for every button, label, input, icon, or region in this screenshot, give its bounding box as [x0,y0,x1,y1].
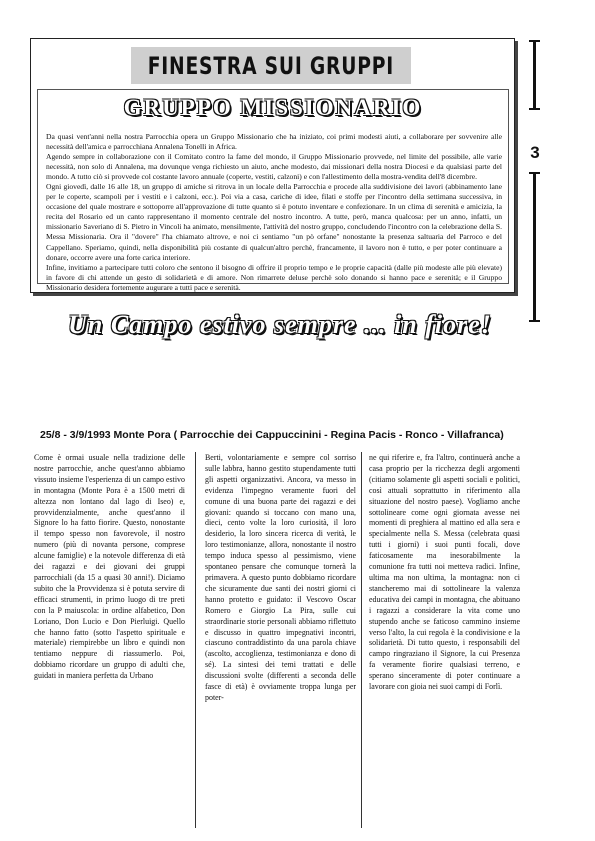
gruppo-missionario-title: GRUPPO MISSIONARIO [123,95,423,120]
article-column-3: ne qui riferire e, fra l'altro, continuerà anche a casa proprio per la ricchezza degli argomenti (citiamo solamente gli aspetti sociali e politici, così attuali soprattutto in riferimento alla situazione del nostro paese). Vogliamo anche sottolineare come ogni giornata avesse nei momenti di preghiera al mattino ed alla sera e specialmente nella S. Messa (celebrata quasi tutti i giorni) i suoi punti focali, dove faticosamente ma inesorabilmente la comunione fra tutti noi metteva radici. Infine, ultima ma non ultima, la montagna: non ci stancheremo mai di sottolineare la valenza educativa dei campi in montagna, che abituano i ragazzi a considerare la vita come uno stupendo anche se faticoso cammino insieme verso l'alto, la cui regola è la condivisione e la solidarietà. Di tutto questo, i responsabili del campo ringraziano il Signore, la cui Presenza fa veramente fiorire qualsiasi terreno, e sperano sinceramente di poter continuare a lavorare con gioia nei suoi campi di Forlì. [369,453,520,692]
gruppi-section-box [30,38,515,293]
paragraph: Da quasi vent'anni nella nostra Parrocchia opera un Gruppo Missionario che ha iniziato, coi primi modesti aiuti, a collaborare per sovvenire alle necessità dell'amica e parrocchiana Annalena Tonelli in Africa. [46,132,502,152]
paragraph: Ogni giovedì, dalle 16 alle 18, un gruppo di amiche si ritrova in un locale della Parrocchia e procede alla suddivisione dei lavori (abbinamento lane per le coperte, scampoli per i vestiti e i calzoni, ecc.). Poi via a casa, cariche di idee, filati e stoffe per l'incontro della settimana successiva, in occasione del quale mostrare e sottoporre all'approvazione di tutte quanto si è potuto inventare e confezionare. In un clima di serenità e amicizia, la recita del Rosario ed un canto rappresentano il momento centrale del nostro incontro. A tutte, però, manca qualcosa: per un anno, infatti, un missionario Saveriano di S. Pietro in Vincoli ha animato, mensilmente, l'attività del nostro gruppo, concludendo l'incontro con la celebrazione della S. Messa Missionaria. Ora il "dovere" l'ha chiamato altrove, e noi ci sentiamo "un pò orfane" nonostante la presenza saltuaria del Parroco e del Cappellano. Speriamo, quindi, nella disponibilità più costante di qualcun'altro perchè, francamente, il lavoro non è tutto, e per poter continuare a donare, occorre avere una forte carica interiore. [46,182,502,262]
section-banner-text: FINESTRA SUI GRUPPI [147,51,395,80]
campo-estivo-title: Un Campo estivo sempre ... in fiore! [68,310,492,339]
column-divider [361,452,362,828]
side-rule-bottom [529,172,540,322]
paragraph: Agendo sempre in collaborazione con il Comitato contro la fame del mondo, il Gruppo Missionario provvede, nel limite del possibile, alle varie necessità, non solo di Annalena, ma dovunque venga richiesto un aiuto, anche modesto, dai missionari della nostra Diocesi e da qualsiasi parte del mondo. A tutto ciò si provvede col costante lavoro annuale (coperte, vestiti, calzoni) e con l'allestimento della mostra-vendita dell'8 dicembre. [46,152,502,182]
gruppo-missionario-text [46,132,502,293]
gruppo-missionario-box [37,89,509,292]
section-banner [131,47,411,84]
page-number: 3 [530,143,540,162]
column-divider [195,452,196,828]
side-rule-top [529,40,540,110]
paragraph: Infine, invitiamo a partecipare tutti coloro che sentono il bisogno di offrire il proprio tempo e le proprie capacità (dalle più modeste alle più elevate) in favore di chi attende un gesto di solidarietà e di amore. Non rimarrete deluse perchè solo donando si hanno pace e serenità; e il Gruppo Missionario desidera fortemente augurare a tutti pace e serenità. [46,262,502,292]
article-column-2: Berti, volontariamente e sempre col sorriso sulle labbra, hanno gestito stupendamente tutti gli aspetti organizzativi. Ancora, va messo in evidenza l'impegno veramente fuori del comune di una buona parte dei ragazzi e dei giovani: quando si toccano con mano una, dieci, cento volte la loro curiosità, il loro desiderio, la loro sincera ricerca di verità, le loro testimonianze, allora, nonostante il nostro tempo induca spesso al pessimismo, viene spontaneo pensare che comunque tornerà la primavera. A questo punto dobbiamo ricordare che sicuramente due santi dei nostri giorni ci hanno protetto e guidato: il Vescovo Oscar Romero e Giorgio La Pira, sulle cui straordinarie storie personali abbiamo riflettuto e discusso in quattro impegnativi incontri, ciascuno contraddistinto da una parola chiave (ascolto, accoglienza, testimonianza e dono di sé). La sintesi dei temi trattati e delle discussioni svolte (differenti a seconda delle fasce di età) è ovviamente troppa lunga per poter- [205,453,356,702]
article-column-1: Come è ormai usuale nella tradizione delle nostre parrocchie, anche quest'anno abbiamo vissuto insieme l'esperienza di un campo estivo in montagna (Monte Pora è a 1500 metri di altezza non lontano dal lago di Iseo) e, provvidenzialmente, anche quest'anno il Signore lo ha fatto fiorire. Questo, nonostante il tempo spesso non favorevole, il nostro numero (più di novanta persone, comprese alcune famiglie) e la notevole differenza di età dei ragazzi e dei giovani dei gruppi parrocchiali (da 15 a quasi 30 anni!). Diciamo subito che la Provvidenza si è potuta servire di efficaci strumenti, in primo luogo di tre preti con la P maiuscola: in ordine alfabetico, Don Loriano, Don Lucio e Don Pierluigi. Quello che hanno fatto (sotto l'aspetto spirituale e materiale) riempirebbe un libro e quindi non tentiamo neppure di riassumerlo. Poi, dobbiamo ricordare un gruppo di adulti che, guidati in maniera perfetta da Urbano [34,453,185,681]
campo-estivo-subtitle: 25/8 - 3/9/1993 Monte Pora ( Parrocchie dei Cappuccinini - Regina Pacis - Ronco - Villafranca) [40,429,504,441]
